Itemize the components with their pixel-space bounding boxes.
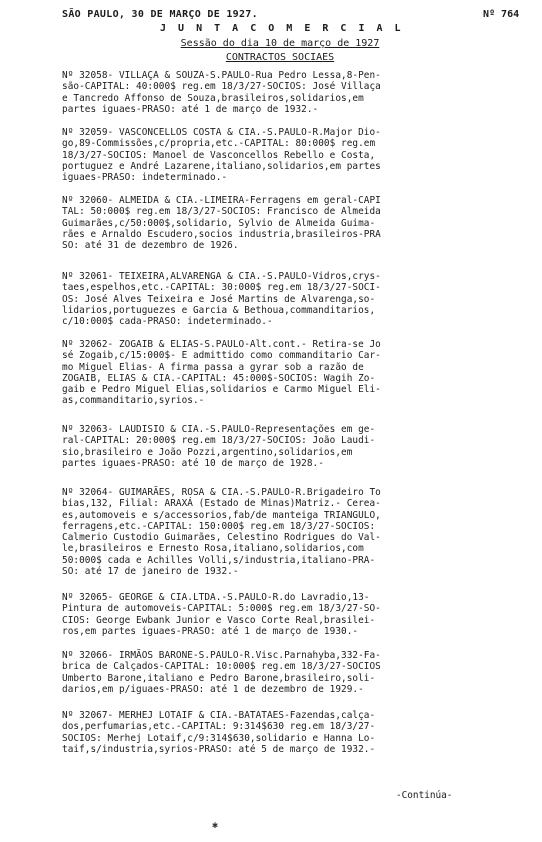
stray-mark: ✱ <box>212 820 219 831</box>
contract-entry <box>62 271 482 327</box>
entry-line: portuguez e André Lazarene,italiano,solidarios,em partes <box>62 160 381 172</box>
entry-line: e Tancredo Affonso de Souza,brasileiros,solidarios,em <box>62 92 364 104</box>
entry-line: OS: José Alves Teixeira e José Martins de Alvarenga,so- <box>62 293 376 305</box>
entry-line: ros,em partes iguaes-PRASO: até 1 de março de 1930.- <box>62 625 359 637</box>
entry-line: são-CAPITAL: 40:000$ reg.em 18/3/27-SOCIOS: José Villaça <box>62 81 381 93</box>
header-date: SÃO PAULO, 30 DE MARÇO DE 1927. <box>62 9 258 20</box>
entry-line: partes iguaes-PRASO: até 10 de março de 1928.- <box>62 457 324 469</box>
contract-entry <box>62 710 482 755</box>
entry-line: partes iguaes-PRASO: até 1 de março de 1932.- <box>62 103 319 115</box>
entry-line: ZOGAIB, ELIAS & CIA.-CAPITAL: 45:000$-SOCIOS: Wagih Zo- <box>62 372 376 384</box>
page-number: Nº 764 <box>483 9 520 20</box>
contract-entry <box>62 650 482 695</box>
entry-line: Umberto Barone,italiano e Pedro Barone,brasileiro,soli- <box>62 672 376 684</box>
contract-entry <box>62 592 482 637</box>
entry-line: SO: até 17 de janeiro de 1932.- <box>62 566 239 578</box>
entry-line: Calmerio Custodio Guimarães, Celestino Rodrigues do Val- <box>62 532 381 544</box>
section-heading: CONTRACTOS SOCIAES <box>225 52 335 63</box>
entry-line: Guimarães,c/50:000$,solidario, Sylvio de Almeida Guima- <box>62 217 376 229</box>
entry-line: c/10:000$ cada-PRASO: indeterminado.- <box>62 316 273 328</box>
entry-line: Nº 32063- LAUDISIO & CIA.-S.PAULO-Representações em ge- <box>62 424 376 435</box>
contract-entry <box>62 424 482 469</box>
entry-line: le,brasileiros e Ernesto Rosa,italiano,solidarios,com <box>62 543 364 555</box>
entry-line: go,89-Commissões,c/propria,etc.-CAPITAL: 80:000$ reg.em <box>62 138 376 150</box>
entry-line: SOCIOS: Merhej Lotaif,c/9:314$630,solidario e Hanna Lo- <box>62 732 376 744</box>
entry-line: mo Miguel Elias- A firma passa a gyrar sob a razão de <box>62 361 364 373</box>
entry-line: darios,em p/iguaes-PRASO: até 1 de dezembro de 1929.- <box>62 683 364 695</box>
entry-line: dos,perfumarias,etc.-CAPITAL: 9:314$630 reg.em 18/3/27- <box>62 721 376 733</box>
contract-entry <box>62 339 482 407</box>
entry-line: Nº 32060- ALMEIDA & CIA.-LIMEIRA-Ferragens em geral-CAPI <box>62 195 381 206</box>
entry-line: iguaes-PRASO: indeterminado.- <box>62 172 228 184</box>
entry-line: taes,espelhos,etc.-CAPITAL: 30:000$ reg.em 18/3/27-SOCI- <box>62 282 381 294</box>
entry-line: Nº 32059- VASCONCELLOS COSTA & CIA.-S.PAULO-R.Major Dio- <box>62 127 381 138</box>
entry-line: TAL: 50:000$ reg.em 18/3/27-SOCIOS: Francisco de Almeida <box>62 206 381 218</box>
entry-line: 50:000$ cada e Achilles Volli,s/industria,italiano-PRA- <box>62 554 376 566</box>
entry-line: Nº 32066- IRMÃOS BARONE-S.PAULO-R.Visc.Parnahyba,332-Fa- <box>62 650 381 661</box>
contract-entry <box>62 195 482 251</box>
entry-line: Nº 32064- GUIMARÃES, ROSA & CIA.-S.PAULO-R.Brigadeiro To <box>62 487 381 498</box>
entry-line: sio,brasileiro e João Pozzi,argentino,solidarios,em <box>62 446 353 458</box>
session-heading: Sessão do dia 10 de março de 1927 <box>180 38 380 49</box>
entry-line: rães e Arnaldo Escudero,socios industria,brasileiros-PRA <box>62 228 381 240</box>
entry-line: Nº 32067- MERHEJ LOTAIF & CIA.-BATATAES-Fazendas,calça- <box>62 710 376 721</box>
entry-line: gaib e Pedro Miguel Elias,solidarios e Carmo Miguel Eli- <box>62 384 381 396</box>
entry-line: brica de Calçados-CAPITAL: 10:000$ reg.em 18/3/27-SOCIOS <box>62 661 381 673</box>
entry-line: taif,s/industria,syrios-PRASO: até 5 de março de 1932.- <box>62 743 376 755</box>
entry-line: SO: até 31 de dezembro de 1926. <box>62 240 239 252</box>
entry-line: Nº 32065- GEORGE & CIA.LTDA.-S.PAULO-R.do Lavradio,13- <box>62 592 370 603</box>
entry-line: as,commanditario,syrios.- <box>62 395 205 407</box>
entry-line: Nº 32062- ZOGAIB & ELIAS-S.PAULO-Alt.cont.- Retira-se Jo <box>62 339 381 350</box>
entry-line: es,automoveis e s/accessorios,fab/de manteiga TRIANGULO, <box>62 509 381 521</box>
entry-line: Nº 32058- VILLAÇA & SOUZA-S.PAULO-Rua Pedro Lessa,8-Pen- <box>62 70 381 81</box>
entry-line: Pintura de automoveis-CAPITAL: 5:000$ reg.em 18/3/27-SO- <box>62 603 381 615</box>
header-title: J U N T A C O M E R C I A L <box>160 23 404 34</box>
entry-line: CIOS: George Ewbank Junior e Vasco Corte Real,brasilei- <box>62 614 376 626</box>
entry-line: ral-CAPITAL: 20:000$ reg.em 18/3/27-SOCIOS: João Laudi- <box>62 435 376 447</box>
entry-line: 18/3/27-SOCIOS: Manoel de Vasconcellos Rebello e Costa, <box>62 149 376 161</box>
entry-line: bias,132, Filial: ARAXÁ (Estado de Minas)Matriz.- Cerea- <box>62 498 381 510</box>
entry-line: ferragens,etc.-CAPITAL: 150:000$ reg.em 18/3/27-SOCIOS: <box>62 520 376 532</box>
entry-line: lidarios,portuguezes e Garcia & Bethoua,commanditarios, <box>62 304 376 316</box>
entry-line: sé Zogaib,c/15:000$- E admittido como commanditario Car- <box>62 350 381 362</box>
contract-entry <box>62 127 482 183</box>
entry-line: Nº 32061- TEIXEIRA,ALVARENGA & CIA.-S.PAULO-Vidros,crys- <box>62 271 381 282</box>
contract-entry <box>62 487 482 577</box>
continued-note: -Continúa- <box>396 790 453 801</box>
contract-entry <box>62 70 482 115</box>
